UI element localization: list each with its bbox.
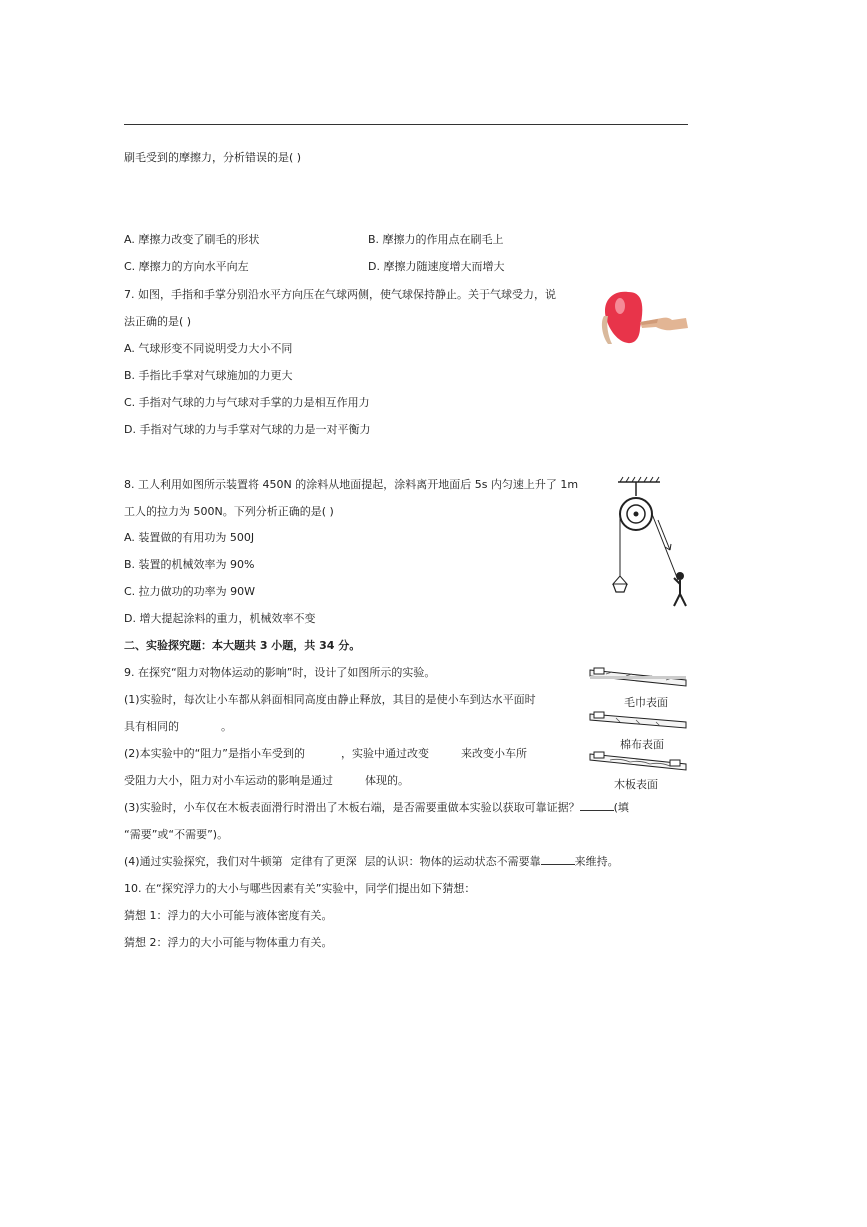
q9-part2-text-e: 体现的。	[365, 774, 409, 787]
cart-icon	[594, 668, 604, 674]
q7-stem-line1: 7. 如图，手指和手掌分别沿水平方向压在气球两侧，使气球保持静止。关于气球受力，说	[124, 288, 556, 301]
q10-stem: 10. 在“探究浮力的大小与哪些因素有关”实验中，同学们提出如下猜想：	[124, 882, 476, 895]
q9-part4-blank[interactable]	[541, 854, 575, 865]
q9-part3-line1	[124, 800, 629, 816]
q8-option-a: A. 装置做的有用功为 500J	[124, 531, 255, 544]
cart-icon	[594, 712, 604, 718]
towel-surface-label: 毛巾表面	[624, 696, 668, 709]
q9-stem: 9. 在探究“阻力对物体运动的影响”时，设计了如图所示的实验。	[124, 666, 436, 679]
q8-stem-line1: 8. 工人利用如图所示装置将 450N 的涂料从地面提起，涂料离开地面后 5s 内匀速上升了 1m	[124, 478, 579, 491]
q9-part3-text-a: (3)实验时，小车仅在木板表面滑行时滑出了木板右端，是否需要重做本实验以获取可靠证据？	[124, 801, 580, 814]
q9-part1-line1: (1)实验时，每次让小车都从斜面相同高度由静止释放，其目的是使小车到达水平面时	[124, 693, 536, 706]
q10-guess-1: 猜想 1：浮力的大小可能与液体密度有关。	[124, 909, 333, 922]
q9-part4-text-a: (4)通过实验探究，我们对牛顿第	[124, 855, 283, 868]
q9-part1-text-b: 。	[221, 720, 232, 733]
q9-part1-text-a: 具有相同的	[124, 720, 179, 733]
q9-part2-text-a: (2)本实验中的“阻力”是指小车受到的	[124, 747, 305, 760]
balloon-figure	[600, 288, 690, 348]
cart-icon	[594, 752, 604, 758]
q9-part2-text-d: 受阻力大小，阻力对小车运动的影响是通过	[124, 774, 333, 787]
q9-part2-text-c: 来改变小车所	[460, 747, 527, 760]
cotton-surface-label: 棉布表面	[620, 738, 664, 751]
q9-part4-text-c: 层的认识：物体的运动状态不需要靠	[364, 855, 541, 868]
wood-surface-figure	[586, 750, 690, 778]
q8-option-b: B. 装置的机械效率为 90%	[124, 558, 255, 571]
worker-head	[676, 572, 684, 580]
paint-bucket	[613, 584, 627, 592]
q9-part2-text-b: ，实验中通过改变	[340, 747, 429, 760]
q6-option-c: C. 摩擦力的方向水平向左	[124, 260, 249, 273]
q8-option-d: D. 增大提起涂料的重力，机械效率不变	[124, 612, 316, 625]
q9-part4-text-b: 定律有了更深	[290, 855, 357, 868]
cotton-surface-figure	[586, 710, 690, 736]
balloon-highlight	[615, 298, 625, 314]
wood-surface-label: 木板表面	[614, 778, 658, 791]
q9-part3-blank[interactable]	[580, 800, 614, 811]
q9-part4-line	[124, 854, 619, 870]
q6-option-a: A. 摩擦力改变了刷毛的形状	[124, 233, 260, 246]
q6-option-b: B. 摩擦力的作用点在刷毛上	[368, 233, 504, 246]
q9-part3-line2: “需要”或“不需要”)。	[124, 828, 229, 841]
q7-option-d: D. 手指对气球的力与手掌对气球的力是一对平衡力	[124, 423, 371, 436]
balloon-shape	[605, 292, 642, 343]
q10-guess-2: 猜想 2：浮力的大小可能与物体重力有关。	[124, 936, 333, 949]
q9-part2-line2	[124, 773, 409, 789]
q9-part3-text-b: (填	[613, 801, 629, 814]
q8-stem-line2: 工人的拉力为 500N。下列分析正确的是( )	[124, 505, 334, 518]
section2-heading: 二、实验探究题：本大题共 3 小题，共 34 分。	[124, 639, 361, 652]
q6-stem-tail: 刷毛受到的摩擦力，分析错误的是( )	[124, 151, 302, 164]
pulley-figure	[608, 474, 694, 610]
q9-part2-line1	[124, 746, 527, 762]
q9-part1-line2	[124, 719, 232, 735]
q7-option-b: B. 手指比手掌对气球施加的力更大	[124, 369, 293, 382]
q7-option-a: A. 气球形变不同说明受力大小不同	[124, 342, 293, 355]
q8-option-c: C. 拉力做功的功率为 90W	[124, 585, 256, 598]
towel-surface-figure	[586, 664, 690, 694]
q7-stem-line2: 法正确的是( )	[124, 315, 192, 328]
header-rule	[124, 124, 688, 125]
q9-part4-text-d: 来维持。	[574, 855, 619, 868]
q6-option-d: D. 摩擦力随速度增大而增大	[368, 260, 505, 273]
q7-option-c: C. 手指对气球的力与气球对手掌的力是相互作用力	[124, 396, 370, 409]
